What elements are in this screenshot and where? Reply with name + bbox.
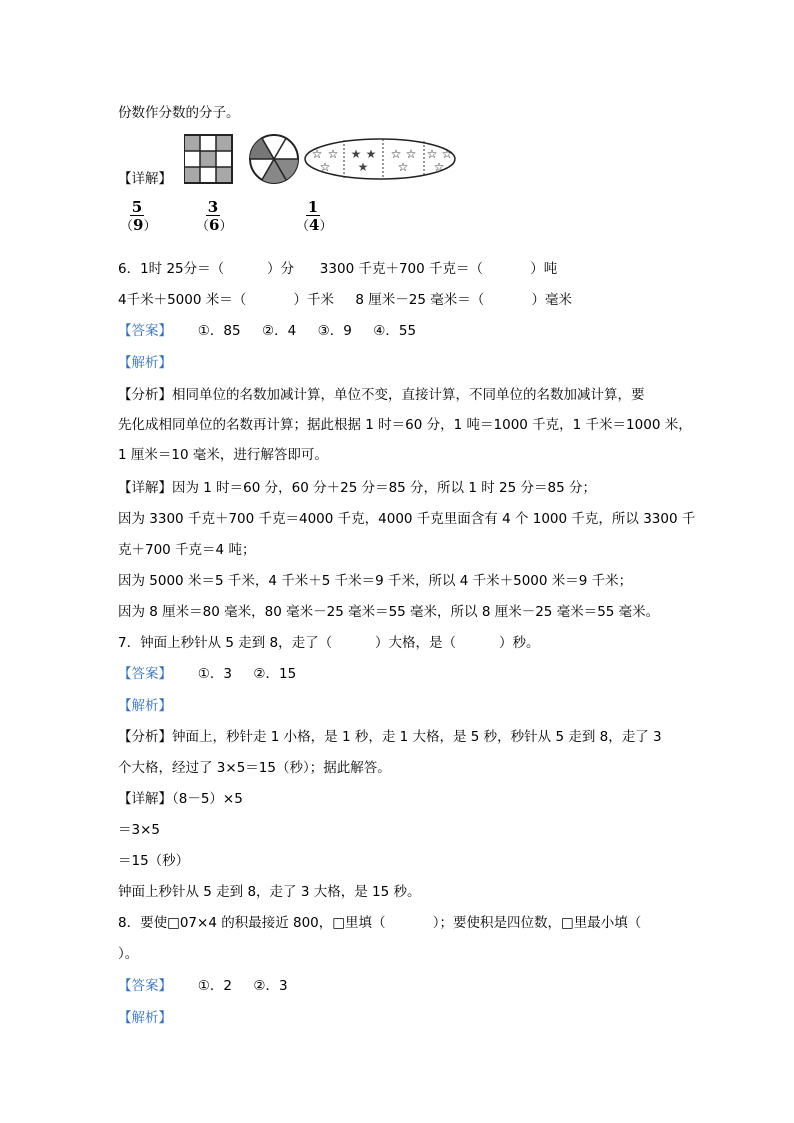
answer-label: 【答案】 bbox=[118, 978, 172, 994]
stars-oval-figure bbox=[305, 139, 455, 179]
q7-detail-1: 【详解】（8－5）×5 bbox=[118, 791, 243, 807]
q7-detail-2: ＝3×5 bbox=[118, 822, 160, 838]
fraction-1: $\frac{5}{(9)}$ bbox=[120, 198, 157, 234]
q7-analysis-label: 【解析】 bbox=[118, 698, 172, 714]
q8-line-2: ）。 bbox=[118, 946, 139, 962]
svg-text:☆: ☆ bbox=[426, 147, 438, 161]
answer-label: 【答案】 bbox=[118, 666, 172, 682]
svg-text:☆: ☆ bbox=[433, 160, 445, 174]
q7-analysis-1: 【分析】钟面上，秒针走 1 小格，是 1 秒，走 1 大格，是 5 秒，秒针从 5 走到 8，走了 3 bbox=[118, 729, 662, 745]
q6-detail-3: 克＋700 千克＝4 吨； bbox=[118, 542, 256, 558]
circle-figure bbox=[250, 135, 298, 183]
q7-detail-4: 钟面上秒针从 5 走到 8，走了 3 大格，是 15 秒。 bbox=[118, 884, 421, 900]
q8-answer: 【答案】 ①．2 ②．3 bbox=[118, 978, 288, 994]
q6-detail-5: 因为 8 厘米＝80 毫米，80 毫米－25 毫米＝55 毫米，所以 8 厘米－25 毫米＝55 毫米。 bbox=[118, 604, 660, 620]
svg-text:☆: ☆ bbox=[319, 160, 331, 174]
grid-figure bbox=[184, 135, 232, 183]
q6-answer: 【答案】 ①．85 ②．4 ③．9 ④．55 bbox=[118, 323, 417, 339]
q7-detail-3: ＝15（秒） bbox=[118, 853, 190, 869]
q7-answer: 【答案】 ①．3 ②．15 bbox=[118, 666, 297, 682]
q6-detail-4: 因为 5000 米＝5 千米，4 千米＋5 千米＝9 千米，所以 4 千米＋5000 米＝9 千米； bbox=[118, 573, 633, 589]
svg-text:☆: ☆ bbox=[311, 147, 323, 161]
fraction-3: $\frac{1}{(4)}$ bbox=[296, 198, 333, 234]
q6-line-2: 4千米＋5000 米＝（ ）千米 8 厘米－25 毫米＝（ ）毫米 bbox=[118, 292, 572, 308]
svg-text:★: ★ bbox=[357, 160, 369, 174]
q7-line-1: 7．钟面上秒针从 5 走到 8，走了（ ）大格，是（ ）秒。 bbox=[118, 635, 540, 651]
q8-analysis-label: 【解析】 bbox=[118, 1010, 172, 1026]
q6-analysis-3: 1 厘米＝10 毫米，进行解答即可。 bbox=[118, 447, 328, 463]
svg-text:☆: ☆ bbox=[327, 147, 339, 161]
detail-label: 【详解】 bbox=[118, 171, 172, 187]
svg-text:☆: ☆ bbox=[441, 147, 453, 161]
intro-line: 份数作分数的分子。 bbox=[118, 105, 240, 121]
q6-line-1: 6．1时 25分＝（ ）分 3300 千克＋700 千克＝（ ）吨 bbox=[118, 261, 558, 277]
q6-analysis-label: 【解析】 bbox=[118, 355, 172, 371]
q7-analysis-2: 个大格，经过了 3×5＝15（秒）；据此解答。 bbox=[118, 760, 391, 776]
q6-analysis-1: 【分析】相同单位的名数加减计算，单位不变，直接计算，不同单位的名数加减计算，要 bbox=[118, 387, 645, 403]
answer-label: 【答案】 bbox=[118, 323, 172, 339]
fraction-figures bbox=[184, 134, 464, 184]
svg-text:☆: ☆ bbox=[405, 147, 417, 161]
q6-detail-2: 因为 3300 千克＋700 千克＝4000 千克，4000 千克里面含有 4 个 1000 千克，所以 3300 千 bbox=[118, 511, 696, 527]
fraction-2: $\frac{3}{(6)}$ bbox=[196, 198, 233, 234]
svg-text:★: ★ bbox=[365, 147, 377, 161]
q6-detail-1: 【详解】因为 1 时＝60 分，60 分＋25 分＝85 分，所以 1 时 25 分＝85 分； bbox=[118, 480, 596, 496]
q8-line-1: 8．要使□07×4 的积最接近 800，□里填（ ）；要使积是四位数，□里最小填（ bbox=[118, 915, 642, 931]
q6-analysis-2: 先化成相同单位的名数再计算；据此根据 1 时＝60 分，1 吨＝1000 千克，1 千米＝1000 米， bbox=[118, 417, 692, 433]
svg-text:☆: ☆ bbox=[390, 147, 402, 161]
svg-text:★: ★ bbox=[350, 147, 362, 161]
svg-text:☆: ☆ bbox=[397, 160, 409, 174]
